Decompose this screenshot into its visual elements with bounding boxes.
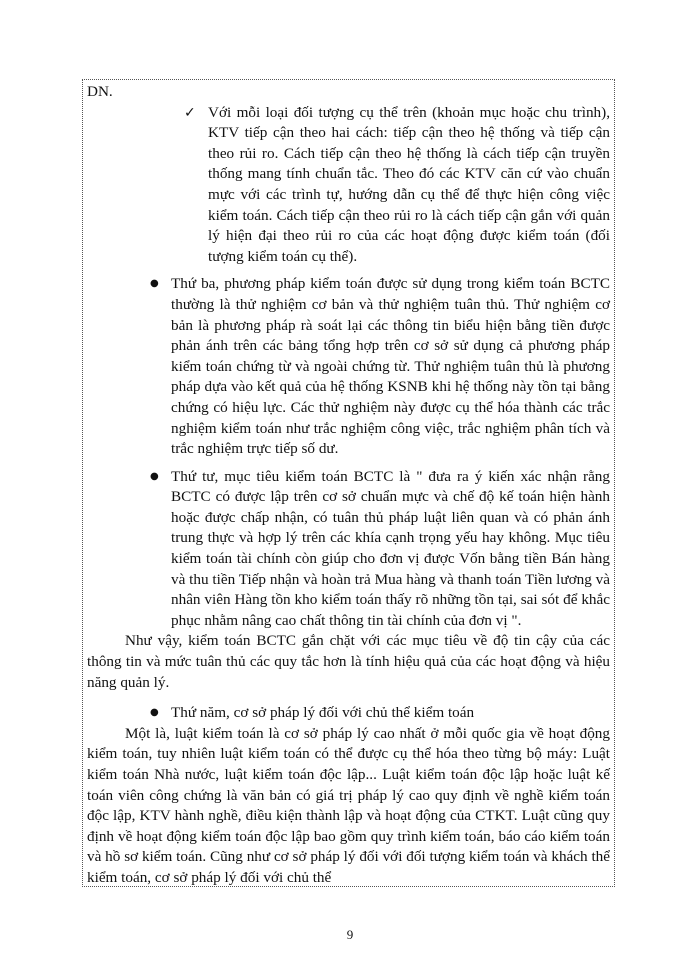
body-paragraph: Một là, luật kiểm toán là cơ sở pháp lý cao nhất ở mỗi quốc gia về hoạt động kiểm toán, tuy nhiên luật kiểm toán có thể được cụ thể hóa theo từng bộ máy: Luật kiểm toán Nhà nước, luật kiểm toán độc lập... Luật kiểm toán độc lập hoặc luật kế toán viên công chứng là văn bản có giá trị pháp lý cao quy định về nghề kiểm toán độc lập, KTV hành nghề, điều kiện thành lập và hoạt động của CTKT. Luật cũng quy định về hoạt động kiểm toán độc lập bao gồm quy trình kiểm toán, báo cáo kiểm toán và hồ sơ kiểm toán. Cũng như cơ sở pháp lý đối với đối tượng kiểm toán và khách thể kiểm toán, cơ sở pháp lý đối với chủ thể bbox=[87, 724, 610, 886]
check-list-item bbox=[184, 103, 610, 268]
summary-paragraph: Như vậy, kiểm toán BCTC gắn chặt với các mục tiêu về độ tin cậy của các thông tin và mức tuân thủ các quy tắc hơn là tính hiệu quả của các hoạt động và hiệu năng quản lý. bbox=[87, 632, 610, 691]
check-item-text: Với mỗi loại đối tượng cụ thể trên (khoản mục hoặc chu trình), KTV tiếp cận theo hai cách: tiếp cận theo hệ thống và tiếp cận theo rủi ro. Cách tiếp cận theo hệ thống là cách tiếp cận truyền thống mang tính chuẩn tắc. Theo đó các KTV căn cứ vào chuẩn mực với các trình tự, hướng dẫn cụ thể để thực hiện công việc kiểm toán. Cách tiếp cận theo rủi ro là cách tiếp cận gắn với quản lý hiện đại theo rủi ro của các hoạt động được kiểm toán (đối tượng kiểm toán cụ thể). bbox=[208, 103, 610, 265]
bullet-dot-icon: ● bbox=[150, 470, 159, 482]
bullet-third-text: Thứ ba, phương pháp kiểm toán được sử dụng trong kiểm toán BCTC thường là thử nghiệm cơ bản và thử nghiệm tuân thủ. Thử nghiệm cơ bản là phương pháp rà soát lại các thông tin biểu hiện bằng tiền được phản ánh trên các bảng tổng hợp trên cơ sở sử dụng cả phương pháp kiểm toán chứng từ và ngoài chứng từ. Thử nghiệm tuân thủ là phương pháp dựa vào kết quả của hệ thống KSNB khi hệ thống này tồn tại bằng chứng có hiệu lực. Các thử nghiệm này được cụ thể hóa thành các trắc nghiệm kiểm toán như trắc nghiệm công việc, trắc nghiệm phân tích và trắc nghiệm trực tiếp số dư. bbox=[171, 275, 610, 458]
page-number: 9 bbox=[346, 927, 354, 942]
bullet-fourth-text: Thứ tư, mục tiêu kiểm toán BCTC là " đưa ra ý kiến xác nhận rằng BCTC có được lập trên cơ sở chuẩn mực và chế độ kế toán hiện hành hoặc được chấp nhận, có tuân thủ pháp luật liên quan và có phản ánh trung thực và hợp lý trên các khía cạnh trọng yếu hay không. Mục tiêu kiểm toán tài chính còn giúp cho đơn vị được Vốn bằng tiền Bán hàng và thu tiền Tiếp nhận và hoàn trả Mua hàng và thanh toán Tiền lương và nhân viên Hàng tồn kho kiểm toán thấy rõ những tồn tại, sai sót để khắc phục nhằm nâng cao chất thông tin tài chính của đơn vị ". bbox=[171, 467, 610, 629]
bullet-item-third bbox=[150, 274, 610, 459]
bullet-dot-icon: ● bbox=[150, 278, 159, 290]
bullet-item-fifth bbox=[150, 703, 610, 724]
check-mark-icon: ✓ bbox=[184, 104, 196, 121]
bullet-dot-icon: ● bbox=[150, 707, 159, 719]
bullet-fifth-text: Thứ năm, cơ sở pháp lý đối với chủ thể kiểm toán bbox=[171, 704, 475, 722]
document-body bbox=[87, 82, 610, 889]
bullet-item-fourth bbox=[150, 467, 610, 632]
continuation-text: DN. bbox=[87, 83, 113, 100]
